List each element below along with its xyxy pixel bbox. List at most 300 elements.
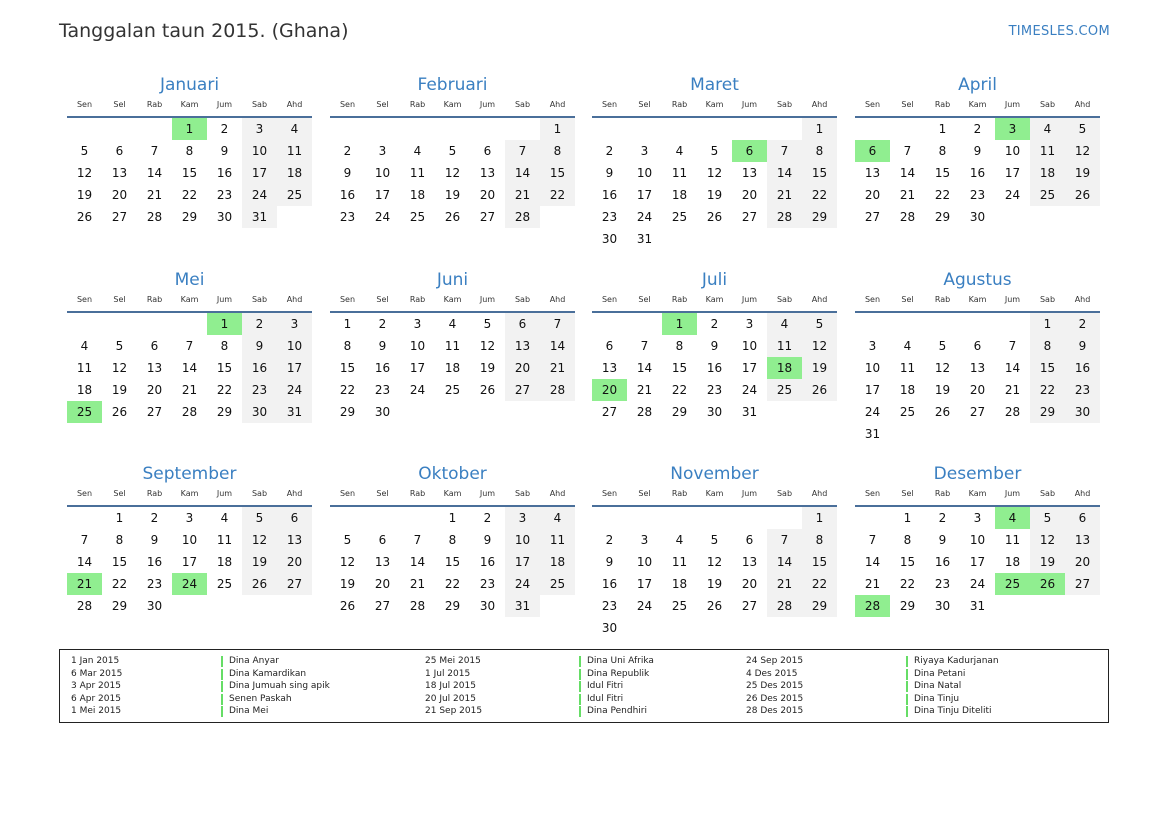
day-cell: 13 — [374, 555, 391, 569]
day-cell: 14 — [181, 361, 198, 375]
day-cell: 15 — [216, 361, 233, 375]
day-cell: 19 — [444, 188, 461, 202]
empty-cell — [435, 401, 470, 423]
day-cell: 30 — [934, 599, 951, 613]
days-grid — [67, 507, 312, 617]
day-cell: 17 — [864, 383, 881, 397]
weekday-header — [67, 486, 312, 502]
day-cell: 10 — [636, 166, 653, 180]
day-cell: 4 — [540, 507, 575, 529]
weekday-label: Kam — [443, 100, 462, 109]
day-cell: 22 — [339, 383, 356, 397]
day-cell: 20 — [864, 188, 881, 202]
day-cell: 27 — [969, 405, 986, 419]
weekday-header — [855, 486, 1100, 502]
days-grid — [855, 507, 1100, 617]
empty-cell — [67, 313, 102, 335]
day-cell: 16 — [216, 166, 233, 180]
holiday-date: 18 Jul 2015 — [425, 681, 476, 692]
day-cell: 13 — [505, 335, 540, 357]
day-cell: 6 — [483, 144, 492, 158]
day-cell: 8 — [675, 339, 684, 353]
weekday-label: Sab — [776, 489, 793, 498]
day-cell: 17 — [1004, 166, 1021, 180]
day-cell: 29 — [216, 405, 233, 419]
month-april — [855, 73, 1100, 228]
empty-cell — [540, 401, 575, 423]
day-cell: 22 — [111, 577, 128, 591]
empty-cell — [855, 118, 890, 140]
month-februari — [330, 73, 575, 228]
day-cell: 1 — [540, 118, 575, 140]
weekday-label: Sen — [76, 489, 93, 498]
weekday-label: Kam — [968, 489, 987, 498]
holiday-entry — [221, 705, 330, 718]
day-cell: 22 — [899, 577, 916, 591]
day-cell: 3 — [973, 511, 982, 525]
day-cell: 5 — [938, 339, 947, 353]
holiday-name: Dina Mei — [229, 706, 269, 717]
day-cell: 21 — [146, 188, 163, 202]
holiday-day-cell: 24 — [172, 573, 207, 595]
day-cell: 10 — [636, 555, 653, 569]
weekday-label: Sen — [864, 295, 881, 304]
day-cell: 15 — [671, 361, 688, 375]
holiday-name: Dina Tinju Diteliti — [914, 706, 992, 717]
day-cell: 13 — [146, 361, 163, 375]
holiday-entry — [579, 655, 654, 668]
empty-cell — [855, 313, 890, 335]
day-cell: 14 — [1004, 361, 1021, 375]
day-cell: 7 — [868, 533, 877, 547]
day-cell: 16 — [969, 166, 986, 180]
day-cell: 23 — [242, 379, 277, 401]
weekday-label: Ahd — [1074, 489, 1091, 498]
empty-cell — [435, 118, 470, 140]
day-cell: 10 — [374, 166, 391, 180]
empty-cell — [400, 507, 435, 529]
day-cell: 15 — [540, 162, 575, 184]
weekday-label: Sel — [376, 295, 389, 304]
day-cell: 24 — [277, 379, 312, 401]
day-cell: 22 — [540, 184, 575, 206]
weekday-label: Rab — [409, 295, 426, 304]
day-cell: 26 — [76, 210, 93, 224]
day-cell: 20 — [1065, 551, 1100, 573]
empty-cell — [1030, 206, 1065, 228]
day-cell: 5 — [710, 144, 719, 158]
weekday-label: Kam — [705, 100, 724, 109]
month-name: Juli — [701, 270, 728, 290]
holiday-day-cell: 25 — [995, 573, 1030, 595]
days-grid — [67, 313, 312, 423]
day-cell: 7 — [150, 144, 159, 158]
empty-cell — [732, 617, 767, 639]
day-cell: 15 — [899, 555, 916, 569]
weekday-label: Jum — [741, 295, 758, 304]
empty-cell — [172, 313, 207, 335]
month-januari — [67, 73, 312, 228]
day-cell: 11 — [277, 140, 312, 162]
empty-cell — [802, 228, 837, 250]
day-cell: 10 — [242, 140, 277, 162]
empty-cell — [1030, 423, 1065, 445]
day-cell: 15 — [1030, 357, 1065, 379]
holiday-names-column — [221, 655, 330, 718]
day-cell: 12 — [706, 166, 723, 180]
day-cell: 21 — [864, 577, 881, 591]
holiday-date: 6 Apr 2015 — [71, 693, 121, 704]
weekday-label: Sab — [251, 100, 268, 109]
weekday-label: Sen — [601, 100, 618, 109]
day-cell: 27 — [277, 573, 312, 595]
month-mei — [67, 268, 312, 423]
empty-cell — [960, 423, 995, 445]
holiday-marker — [906, 669, 908, 680]
day-cell: 30 — [216, 210, 233, 224]
day-cell: 31 — [969, 599, 986, 613]
weekday-label: Rab — [146, 100, 163, 109]
weekday-header — [592, 486, 837, 502]
weekday-header — [592, 292, 837, 308]
day-cell: 3 — [745, 317, 754, 331]
holiday-day-cell: 26 — [1030, 573, 1065, 595]
weekday-label: Rab — [934, 295, 951, 304]
month-agustus — [855, 268, 1100, 445]
day-cell: 23 — [706, 383, 723, 397]
day-cell: 4 — [413, 144, 422, 158]
empty-cell — [505, 401, 540, 423]
empty-cell — [995, 595, 1030, 617]
empty-cell — [400, 401, 435, 423]
day-cell: 20 — [479, 188, 496, 202]
day-cell: 27 — [1065, 573, 1100, 595]
day-cell: 17 — [374, 188, 391, 202]
weekday-label: Jum — [1004, 100, 1021, 109]
day-cell: 3 — [277, 313, 312, 335]
empty-cell — [1030, 595, 1065, 617]
day-cell: 10 — [969, 533, 986, 547]
day-cell: 29 — [111, 599, 128, 613]
weekday-label: Ahd — [1074, 100, 1091, 109]
day-cell: 4 — [220, 511, 229, 525]
day-cell: 8 — [802, 529, 837, 551]
day-cell: 16 — [601, 577, 618, 591]
holiday-name: Riyaya Kadurjanan — [914, 656, 999, 666]
day-cell: 25 — [1030, 184, 1065, 206]
day-cell: 5 — [80, 144, 89, 158]
day-cell: 5 — [1030, 507, 1065, 529]
day-cell: 19 — [111, 383, 128, 397]
day-cell: 25 — [409, 210, 426, 224]
holiday-day-cell: 6 — [732, 140, 767, 162]
day-cell: 26 — [934, 405, 951, 419]
day-cell: 11 — [409, 166, 426, 180]
day-cell: 16 — [1065, 357, 1100, 379]
weekday-label: Jum — [741, 489, 758, 498]
day-cell: 19 — [242, 551, 277, 573]
day-cell: 20 — [277, 551, 312, 573]
day-cell: 21 — [899, 188, 916, 202]
weekday-label: Sab — [1039, 100, 1056, 109]
day-cell: 7 — [903, 144, 912, 158]
empty-cell — [890, 118, 925, 140]
day-cell: 25 — [444, 383, 461, 397]
weekday-label: Kam — [443, 295, 462, 304]
day-cell: 5 — [802, 313, 837, 335]
day-cell: 2 — [220, 122, 229, 136]
day-cell: 26 — [111, 405, 128, 419]
day-cell: 16 — [374, 361, 391, 375]
day-cell: 6 — [378, 533, 387, 547]
day-cell: 20 — [374, 577, 391, 591]
empty-cell — [767, 507, 802, 529]
holiday-name: Idul Fitri — [587, 693, 624, 704]
weekday-label: Jum — [216, 489, 233, 498]
day-cell: 25 — [277, 184, 312, 206]
day-cell: 12 — [242, 529, 277, 551]
day-cell: 4 — [675, 144, 684, 158]
empty-cell — [732, 507, 767, 529]
day-cell: 29 — [934, 210, 951, 224]
day-cell: 14 — [76, 555, 93, 569]
day-cell: 8 — [448, 533, 457, 547]
empty-cell — [697, 228, 732, 250]
weekday-label: Rab — [146, 489, 163, 498]
day-cell: 18 — [671, 188, 688, 202]
empty-cell — [102, 118, 137, 140]
day-cell: 13 — [601, 361, 618, 375]
empty-cell — [767, 118, 802, 140]
day-cell: 19 — [802, 357, 837, 379]
day-cell: 16 — [339, 188, 356, 202]
day-cell: 13 — [479, 166, 496, 180]
empty-cell — [470, 118, 505, 140]
weekday-label: Sel — [901, 489, 914, 498]
weekday-header — [855, 292, 1100, 308]
day-cell: 23 — [1065, 379, 1100, 401]
empty-cell — [67, 507, 102, 529]
day-cell: 30 — [706, 405, 723, 419]
empty-cell — [662, 507, 697, 529]
day-cell: 12 — [76, 166, 93, 180]
holiday-date: 6 Mar 2015 — [71, 668, 123, 679]
day-cell: 29 — [802, 595, 837, 617]
brand-link[interactable]: TIMESLES.COM — [1008, 24, 1110, 39]
day-cell: 19 — [706, 188, 723, 202]
empty-cell — [330, 118, 365, 140]
day-cell: 12 — [339, 555, 356, 569]
holiday-date: 3 Apr 2015 — [71, 681, 121, 692]
weekday-label: Sel — [638, 295, 651, 304]
weekday-label: Rab — [671, 295, 688, 304]
day-cell: 28 — [767, 595, 802, 617]
holiday-name: Dina Kamardikan — [229, 668, 307, 679]
empty-cell — [767, 228, 802, 250]
day-cell: 23 — [934, 577, 951, 591]
day-cell: 11 — [671, 166, 688, 180]
holiday-name: Idul Fitri — [587, 681, 624, 692]
empty-cell — [995, 206, 1030, 228]
month-name: Mei — [174, 270, 205, 290]
empty-cell — [662, 118, 697, 140]
holiday-marker — [221, 694, 223, 705]
day-cell: 25 — [767, 379, 802, 401]
day-cell: 10 — [181, 533, 198, 547]
day-cell: 12 — [802, 335, 837, 357]
weekday-label: Ahd — [811, 100, 828, 109]
holiday-date: 4 Des 2015 — [746, 668, 798, 679]
day-cell: 15 — [802, 162, 837, 184]
holiday-marker — [906, 706, 908, 717]
day-cell: 18 — [444, 361, 461, 375]
holiday-name: Dina Republik — [587, 668, 650, 679]
empty-cell — [802, 617, 837, 639]
empty-cell — [592, 507, 627, 529]
weekday-label: Sab — [776, 295, 793, 304]
empty-cell — [67, 118, 102, 140]
month-name: Desember — [933, 464, 1022, 484]
day-cell: 30 — [969, 210, 986, 224]
day-cell: 2 — [710, 317, 719, 331]
weekday-label: Jum — [479, 295, 496, 304]
empty-cell — [540, 206, 575, 228]
weekday-label: Kam — [705, 489, 724, 498]
days-grid — [592, 507, 837, 639]
day-cell: 8 — [938, 144, 947, 158]
month-name: Maret — [690, 75, 739, 95]
day-cell: 29 — [181, 210, 198, 224]
day-cell: 26 — [242, 573, 277, 595]
weekday-label: Sel — [376, 489, 389, 498]
day-cell: 6 — [605, 339, 614, 353]
holiday-date: 25 Des 2015 — [746, 681, 804, 692]
day-cell: 15 — [339, 361, 356, 375]
holiday-marker — [579, 706, 581, 717]
day-cell: 21 — [181, 383, 198, 397]
holiday-names-column — [579, 655, 654, 718]
day-cell: 15 — [802, 551, 837, 573]
weekday-label: Rab — [671, 100, 688, 109]
day-cell: 23 — [479, 577, 496, 591]
day-cell: 29 — [899, 599, 916, 613]
day-cell: 4 — [767, 313, 802, 335]
day-cell: 7 — [505, 140, 540, 162]
holiday-entry — [906, 655, 999, 668]
days-grid — [855, 118, 1100, 228]
day-cell: 4 — [80, 339, 89, 353]
day-cell: 2 — [150, 511, 159, 525]
empty-cell — [995, 313, 1030, 335]
month-name: Oktober — [418, 464, 487, 484]
empty-cell — [242, 595, 277, 617]
day-cell: 30 — [374, 405, 391, 419]
day-cell: 10 — [1004, 144, 1021, 158]
day-cell: 14 — [864, 555, 881, 569]
day-cell: 8 — [343, 339, 352, 353]
day-cell: 15 — [444, 555, 461, 569]
day-cell: 29 — [1030, 401, 1065, 423]
holiday-date: 20 Jul 2015 — [425, 693, 476, 704]
day-cell: 2 — [378, 317, 387, 331]
empty-cell — [592, 313, 627, 335]
holiday-marker — [221, 656, 223, 667]
day-cell: 23 — [601, 599, 618, 613]
weekday-label: Ahd — [549, 100, 566, 109]
weekday-label: Ahd — [811, 489, 828, 498]
weekday-label: Jum — [479, 489, 496, 498]
weekday-label: Kam — [968, 100, 987, 109]
day-cell: 9 — [973, 144, 982, 158]
holiday-names-column — [906, 655, 999, 718]
holiday-marker — [906, 656, 908, 667]
day-cell: 18 — [1004, 555, 1021, 569]
empty-cell — [470, 401, 505, 423]
empty-cell — [890, 423, 925, 445]
weekday-label: Rab — [934, 489, 951, 498]
day-cell: 13 — [969, 361, 986, 375]
day-cell: 20 — [505, 357, 540, 379]
month-name: Januari — [159, 75, 220, 95]
empty-cell — [330, 507, 365, 529]
day-cell: 3 — [242, 118, 277, 140]
month-oktober — [330, 462, 575, 617]
day-cell: 9 — [710, 339, 719, 353]
weekday-label: Ahd — [549, 489, 566, 498]
day-cell: 2 — [605, 144, 614, 158]
day-cell: 1 — [802, 507, 837, 529]
day-cell: 19 — [76, 188, 93, 202]
empty-cell — [592, 118, 627, 140]
empty-cell — [277, 206, 312, 228]
day-cell: 29 — [802, 206, 837, 228]
day-cell: 11 — [767, 335, 802, 357]
day-cell: 4 — [1030, 118, 1065, 140]
day-cell: 28 — [181, 405, 198, 419]
day-cell: 5 — [242, 507, 277, 529]
day-cell: 4 — [277, 118, 312, 140]
day-cell: 19 — [1030, 551, 1065, 573]
day-cell: 19 — [706, 577, 723, 591]
holiday-entry — [221, 680, 330, 693]
day-cell: 6 — [150, 339, 159, 353]
day-cell: 4 — [448, 317, 457, 331]
empty-cell — [925, 423, 960, 445]
day-cell: 18 — [671, 577, 688, 591]
day-cell: 5 — [448, 144, 457, 158]
weekday-label: Sel — [113, 295, 126, 304]
empty-cell — [960, 313, 995, 335]
weekday-label: Jum — [1004, 295, 1021, 304]
weekday-header — [67, 292, 312, 308]
day-cell: 11 — [540, 529, 575, 551]
day-cell: 30 — [146, 599, 163, 613]
day-cell: 28 — [899, 210, 916, 224]
day-cell: 24 — [374, 210, 391, 224]
holiday-day-cell: 6 — [855, 140, 890, 162]
holiday-day-cell: 3 — [995, 118, 1030, 140]
day-cell: 31 — [277, 401, 312, 423]
day-cell: 8 — [540, 140, 575, 162]
day-cell: 1 — [938, 122, 947, 136]
day-cell: 13 — [741, 555, 758, 569]
holiday-date: 1 Jul 2015 — [425, 668, 471, 679]
day-cell: 23 — [146, 577, 163, 591]
holiday-day-cell: 1 — [662, 313, 697, 335]
day-cell: 11 — [76, 361, 93, 375]
day-cell: 2 — [242, 313, 277, 335]
day-cell: 4 — [903, 339, 912, 353]
